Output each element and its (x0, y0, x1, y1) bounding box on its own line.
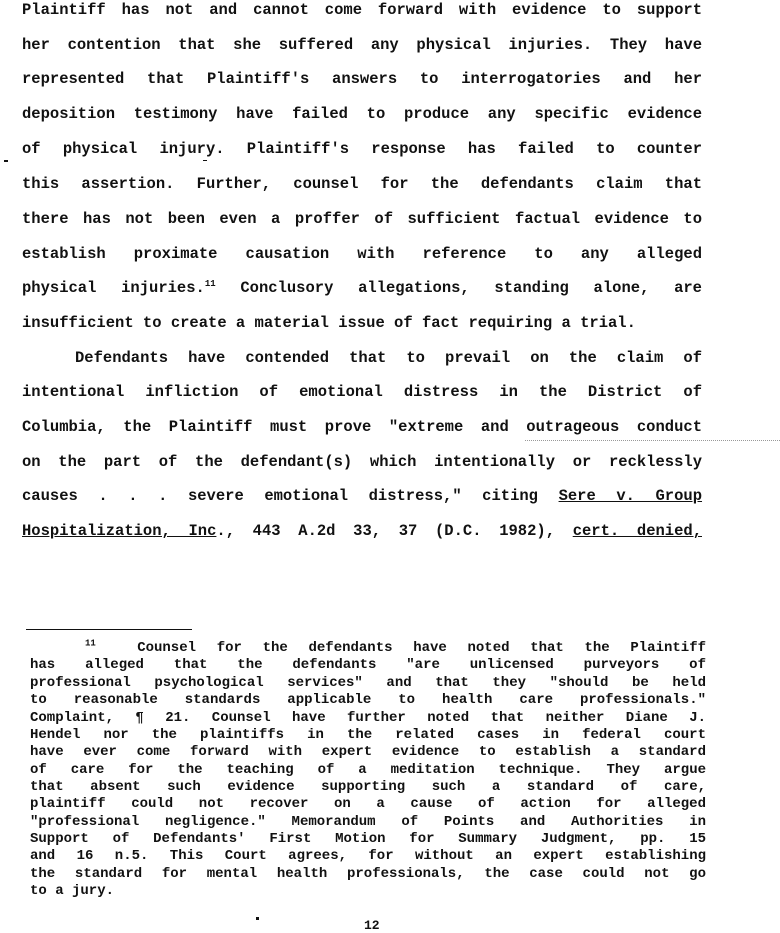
body-line: this assertion. Further, counsel for the defendants claim that (22, 175, 702, 193)
scan-speck (256, 917, 259, 920)
footnote-marker: 11 (85, 638, 96, 649)
body-line: Defendants have contended that to prevail on the claim of (75, 349, 702, 367)
body-line-with-footnote (22, 278, 702, 298)
footnote-line (85, 640, 706, 657)
body-line: intentional infliction of emotional distress in the District of (22, 383, 702, 401)
body-line: establish proximate causation with reference to any alleged (22, 245, 702, 263)
footnote-line: to a jury. (30, 883, 115, 899)
case-name: Sere v. Group (558, 487, 703, 505)
footnote-line: Support of Defendants' First Motion for Summary Judgment, pp. 15 (30, 831, 706, 847)
footnote-text: Counsel for the defendants have noted that the Plaintiff (137, 640, 706, 656)
footnote-separator (26, 629, 192, 630)
margin-mark (4, 160, 8, 162)
body-line: represented that Plaintiff's answers to interrogatories and her (22, 70, 702, 88)
body-line: deposition testimony have failed to produce any specific evidence (22, 105, 702, 123)
footnote-line: "professional negligence." Memorandum of Points and Authorities in (30, 814, 706, 830)
body-text: physical injuries. (22, 279, 205, 297)
body-line: Columbia, the Plaintiff must prove "extreme and outrageous conduct (22, 418, 702, 436)
footnote-line: Hendel nor the plaintiffs in the related cases in federal court (30, 727, 706, 743)
body-line: Plaintiff has not and cannot come forward with evidence to support (22, 1, 702, 19)
body-line: on the part of the defendant(s) which intentionally or recklessly (22, 453, 702, 471)
body-line-with-citation (22, 521, 702, 541)
footnote-line: has alleged that the defendants "are unlicensed purveyors of (30, 657, 706, 673)
footnote-line: to reasonable standards applicable to health care professionals." (30, 692, 706, 708)
footnote-line: have ever come forward with expert evidence to establish a standard (30, 744, 706, 760)
footnote-reference: 11 (204, 278, 216, 289)
body-line: her contention that she suffered any physical injuries. They have (22, 36, 702, 54)
page-number: 12 (364, 918, 380, 933)
footnote-line: professional psychological services" and that they "should be held (30, 675, 706, 691)
margin-mark (203, 160, 207, 161)
body-line: of physical injury. Plaintiff's response has failed to counter (22, 140, 702, 158)
footnote-line: that absent such evidence supporting such a standard of care, (30, 779, 706, 795)
body-line: there has not been even a proffer of sufficient factual evidence to (22, 210, 702, 228)
body-text: Conclusory allegations, standing alone, are (240, 279, 702, 297)
scan-artifact-dotted-line (525, 440, 780, 441)
citation-text: ., 443 A.2d 33, 37 (D.C. 1982), (216, 522, 556, 540)
body-text: causes . . . severe emotional distress," citing (22, 487, 538, 505)
footnote-line: plaintiff could not recover on a cause of action for alleged (30, 796, 706, 812)
footnote-line: Complaint, ¶ 21. Counsel have further noted that neither Diane J. (30, 710, 706, 726)
footnote-line: the standard for mental health professionals, the case could not go (30, 866, 706, 882)
footnote-line: and 16 n.5. This Court agrees, for without an expert establishing (30, 848, 706, 864)
footnote-line: of care for the teaching of a meditation technique. They argue (30, 762, 706, 778)
cert-denied: cert. denied, (572, 522, 702, 540)
body-line-with-citation (22, 486, 702, 506)
case-name: Hospitalization, Inc (22, 522, 217, 540)
body-line: insufficient to create a material issue of fact requiring a trial. (22, 314, 636, 332)
